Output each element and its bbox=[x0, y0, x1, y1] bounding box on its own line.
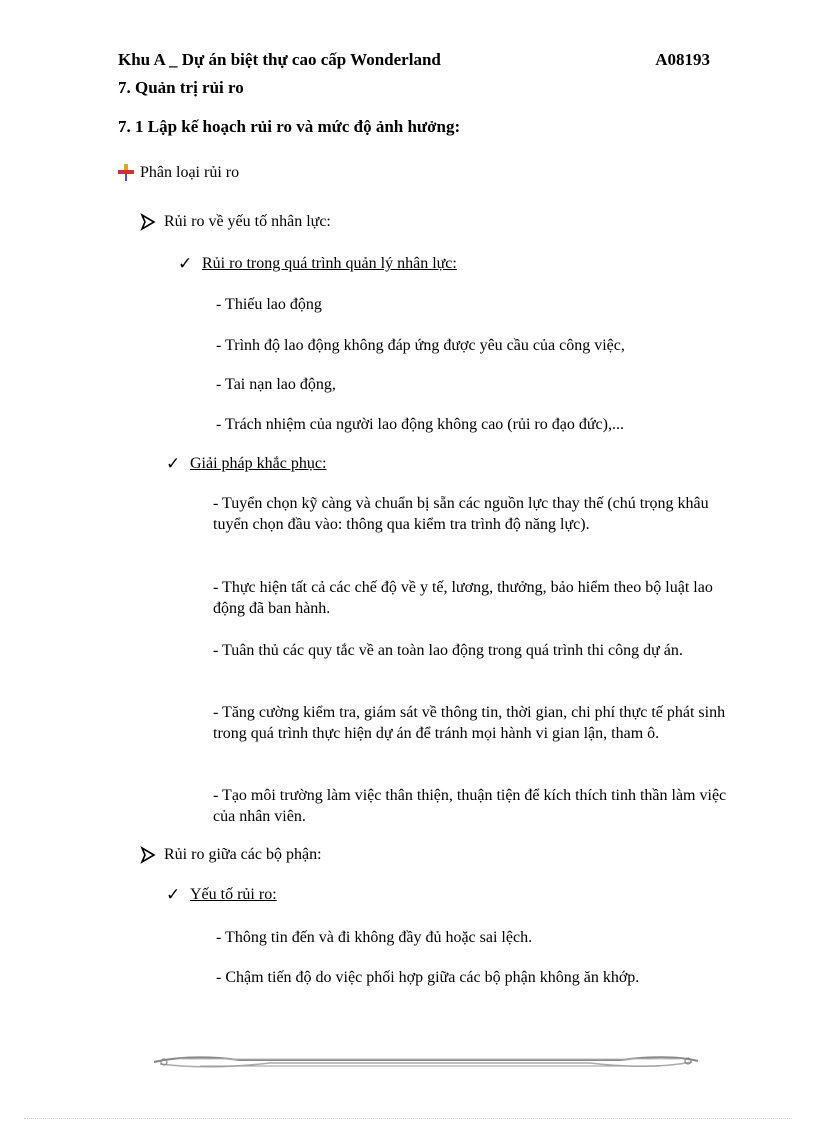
list-item: - Tuyển chọn kỹ càng và chuẩn bị sẵn các nguồn lực thay thế (chú trọng khâu tuyển chọn đầu vào: thông qua kiểm tra trình độ năng lực). bbox=[213, 495, 709, 533]
checkmark-icon: ✓ bbox=[178, 254, 193, 273]
solution-heading bbox=[166, 454, 326, 474]
arrow-bullet-icon bbox=[138, 212, 158, 232]
category-label: Phân loại rủi ro bbox=[140, 164, 240, 181]
list-item: - Tạo môi trường làm việc thân thiện, thuận tiện để kích thích tinh thần làm việc của nhân viên. bbox=[213, 787, 727, 825]
checkmark-icon: ✓ bbox=[166, 454, 181, 473]
risk-heading-label: Yếu tố rủi ro: bbox=[190, 886, 277, 903]
group-title: Rủi ro giữa các bộ phận: bbox=[164, 846, 322, 863]
group-heading bbox=[138, 212, 331, 232]
list-item: - Thực hiện tất cả các chế độ về y tế, lương, thưởng, bảo hiểm theo bộ luật lao động đã ban hành. bbox=[213, 579, 713, 617]
solution-heading-label: Giải pháp khắc phục: bbox=[190, 455, 327, 472]
checkmark-icon: ✓ bbox=[166, 885, 181, 904]
scroll-divider-icon bbox=[150, 1050, 702, 1072]
list-item: - Tai nạn lao động, bbox=[216, 376, 336, 393]
list-item: - Thông tin đến và đi không đầy đủ hoặc sai lệch. bbox=[216, 929, 533, 946]
list-item: - Trách nhiệm của người lao động không cao (rủi ro đạo đức),... bbox=[216, 416, 624, 433]
list-item: - Trình độ lao động không đáp ứng được yêu cầu của công việc, bbox=[216, 337, 625, 354]
list-item: - Tuân thủ các quy tắc về an toàn lao động trong quá trình thi công dự án. bbox=[213, 642, 683, 659]
pushpin-icon bbox=[116, 163, 136, 183]
subsection-title: 7. 1 Lập kế hoạch rủi ro và mức độ ảnh hưởng: bbox=[118, 117, 461, 136]
group-title: Rủi ro về yếu tố nhân lực: bbox=[164, 213, 331, 230]
page-header bbox=[118, 50, 710, 70]
group-heading bbox=[138, 845, 322, 865]
risk-heading-label: Rủi ro trong quá trình quản lý nhân lực: bbox=[202, 255, 457, 272]
list-item: - Thiếu lao động bbox=[216, 296, 322, 313]
category-heading bbox=[116, 163, 239, 183]
section-title: 7. Quản trị rủi ro bbox=[118, 78, 244, 97]
risk-heading bbox=[166, 885, 277, 905]
header-project-title: Khu A _ Dự án biệt thự cao cấp Wonderland bbox=[118, 50, 441, 69]
list-item: - Tăng cường kiểm tra, giám sát về thông tin, thời gian, chi phí thực tế phát sinh trong quá trình thực hiện dự án để tránh mọi hành vi gian lận, tham ô. bbox=[213, 704, 726, 742]
arrow-bullet-icon bbox=[138, 845, 158, 865]
header-code: A08193 bbox=[655, 50, 710, 69]
risk-heading bbox=[178, 254, 457, 274]
page-bottom-border bbox=[24, 1118, 792, 1119]
list-item: - Chậm tiến độ do việc phối hợp giữa các bộ phận không ăn khớp. bbox=[216, 969, 640, 986]
